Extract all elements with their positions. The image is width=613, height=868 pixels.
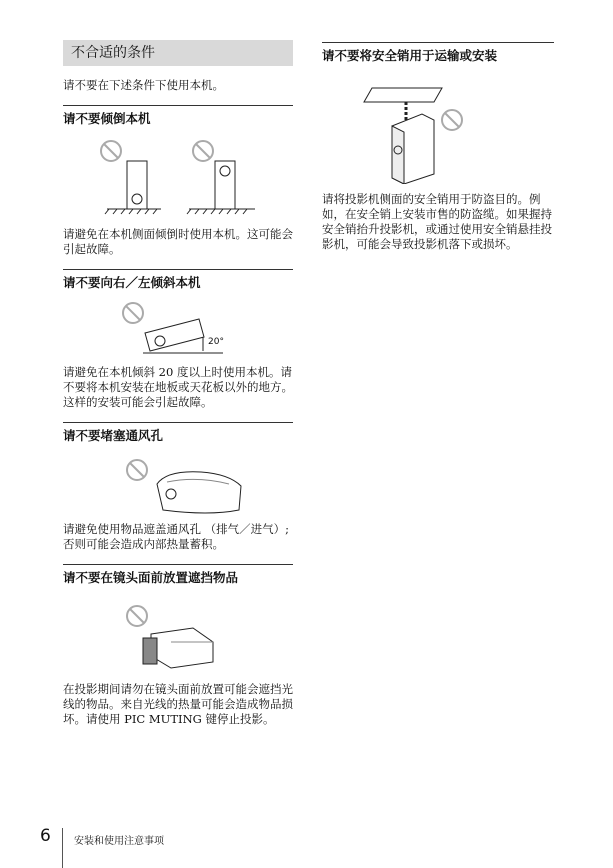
right-column [322,40,554,252]
footer-divider [62,828,63,868]
item-heading-tilt: 请不要向右／左倾斜本机 [63,269,293,291]
prohibited-icon [123,303,143,323]
page-number: 6 [40,826,51,846]
prohibited-icon [127,606,147,626]
item-text-tip-over: 请避免在本机侧面倾倒时使用本机。这可能会引起故障。 [63,227,293,256]
item-text-vents: 请避免使用物品遮盖通风孔 （排气／进气）; 否则可能会造成内部热量蓄积。 [63,522,290,551]
covered-projector-figure [157,472,241,513]
item-heading-lens: 请不要在镜头面前放置遮挡物品 [63,564,293,586]
prohibited-icon [193,141,213,161]
figure-tilt [63,291,293,357]
prohibited-icon [442,110,462,130]
item-text-lens: 在投影期间请勿在镜头面前放置可能会遮挡光线的物品。来自光线的热量可能会造成物品损坏。请使用 PIC MUTING 键停止投影。 [63,682,293,726]
blocked-lens-projector-figure [143,628,213,668]
figure-security-pin [322,64,554,184]
item-heading-vents: 请不要堵塞通风孔 [63,422,293,444]
footer-section-name: 安装和使用注意事项 [74,836,164,847]
prohibited-icon [101,141,121,161]
right-heading: 请不要将安全销用于运输或安装 [322,42,554,64]
projector-upright-figure [187,161,255,214]
section-title: 不合适的条件 [63,40,293,66]
item-heading-tip-over: 请不要倾倒本机 [63,105,293,127]
right-text: 请将投影机侧面的安全销用于防盗目的。例如，在安全销上安装市售的防盗缆。如果握持安全销抬升投影机，或通过使用安全销悬挂投影机，可能会导致投影机落下或损坏。 [322,192,552,251]
ceiling-mount-figure [364,88,442,184]
figure-lens [63,586,293,674]
projector-tilted-figure [143,319,223,353]
item-text-tilt: 请避免在本机倾斜 20 度以上时使用本机。请不要将本机安装在地板或天花板以外的地方。这样的安装可能会引起故障。 [63,365,293,409]
section-intro: 请不要在下述条件下使用本机。 [63,78,224,92]
figure-tip-over [63,127,293,227]
prohibited-icon [127,460,147,480]
left-column [63,40,293,727]
angle-label: 20° [208,337,224,347]
projector-upright-figure [105,161,161,214]
figure-vents [63,444,293,516]
